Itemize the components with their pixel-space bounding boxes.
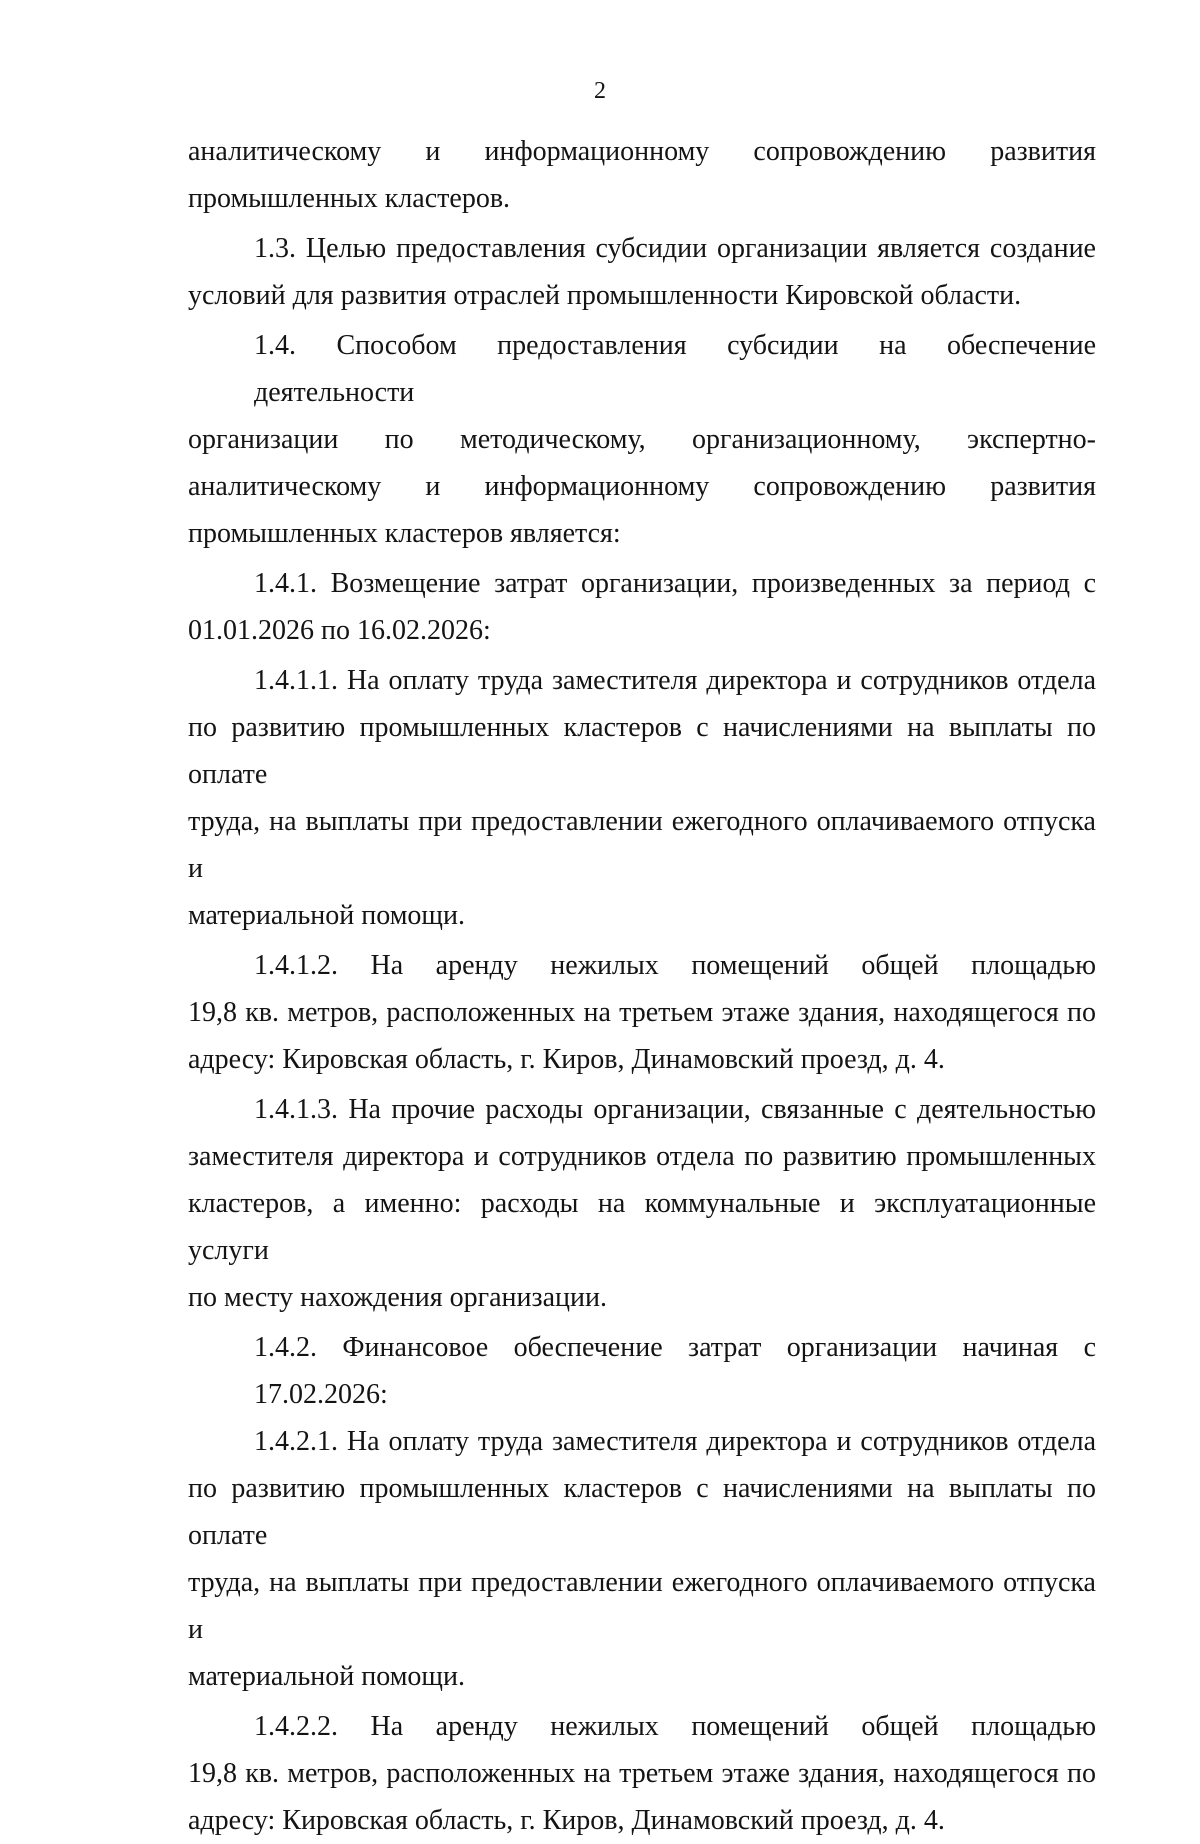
text-line: заместителя директора и сотрудников отдела по развитию промышленных: [188, 1141, 1096, 1172]
text-line: 1.3. Целью предоставления субсидии организации является создание: [254, 233, 1096, 264]
text-line: 1.4.2.2. На аренду нежилых помещений общей площадью: [254, 1711, 1096, 1742]
text-line: 19,8 кв. метров, расположенных на третьем этаже здания, находящегося по: [188, 1758, 1096, 1789]
text-line: материальной помощи.: [188, 1661, 465, 1692]
paragraph-1-4-2-2: [188, 1703, 1096, 1844]
paragraph-1-3: [188, 225, 1096, 319]
text-line: адресу: Кировская область, г. Киров, Динамовский проезд, д. 4.: [188, 1044, 945, 1075]
text-line: 1.4.2. Финансовое обеспечение затрат организации начиная с 17.02.2026:: [254, 1332, 1096, 1410]
text-line: аналитическому и информационному сопровождению развития: [188, 136, 1096, 167]
text-line: труда, на выплаты при предоставлении ежегодного оплачиваемого отпуска и: [188, 806, 1096, 884]
text-line: 1.4. Способом предоставления субсидии на обеспечение деятельности: [254, 330, 1096, 408]
text-line: промышленных кластеров.: [188, 183, 511, 214]
text-line: аналитическому и информационному сопровождению развития: [188, 471, 1096, 502]
text-line: труда, на выплаты при предоставлении ежегодного оплачиваемого отпуска и: [188, 1567, 1096, 1645]
text-line: 1.4.1.2. На аренду нежилых помещений общей площадью: [254, 950, 1096, 981]
paragraph-1-4-2: [188, 1324, 1096, 1418]
text-line: 1.4.1.3. На прочие расходы организации, связанные с деятельностью: [254, 1094, 1096, 1125]
paragraph-1-4-1-3: [188, 1086, 1096, 1321]
text-line: по развитию промышленных кластеров с начислениями на выплаты по оплате: [188, 1473, 1096, 1551]
document-body: [188, 128, 1096, 1844]
paragraph-1-4-1: [188, 560, 1096, 654]
text-line: 01.01.2026 по 16.02.2026:: [188, 615, 491, 646]
text-line: организации по методическому, организационному, экспертно-: [188, 424, 1096, 455]
text-line: материальной помощи.: [188, 900, 465, 931]
text-line: адресу: Кировская область, г. Киров, Динамовский проезд, д. 4.: [188, 1805, 945, 1836]
paragraph-1-4-1-1: [188, 657, 1096, 939]
text-line: 19,8 кв. метров, расположенных на третьем этаже здания, находящегося по: [188, 997, 1096, 1028]
text-line: 1.4.1. Возмещение затрат организации, произведенных за период с: [254, 568, 1096, 599]
text-line: по месту нахождения организации.: [188, 1282, 607, 1313]
paragraph-1-4-2-1: [188, 1418, 1096, 1700]
page-number: 2: [594, 78, 606, 104]
paragraph-1-4: [188, 322, 1096, 557]
paragraph-1-4-1-2: [188, 942, 1096, 1083]
paragraph-continuation: [188, 128, 1096, 222]
text-line: 1.4.2.1. На оплату труда заместителя директора и сотрудников отдела: [254, 1426, 1096, 1457]
text-line: 1.4.1.1. На оплату труда заместителя директора и сотрудников отдела: [254, 665, 1096, 696]
text-line: по развитию промышленных кластеров с начислениями на выплаты по оплате: [188, 712, 1096, 790]
text-line: условий для развития отраслей промышленности Кировской области.: [188, 280, 1022, 311]
text-line: кластеров, а именно: расходы на коммунальные и эксплуатационные услуги: [188, 1188, 1096, 1266]
text-line: промышленных кластеров является:: [188, 518, 621, 549]
